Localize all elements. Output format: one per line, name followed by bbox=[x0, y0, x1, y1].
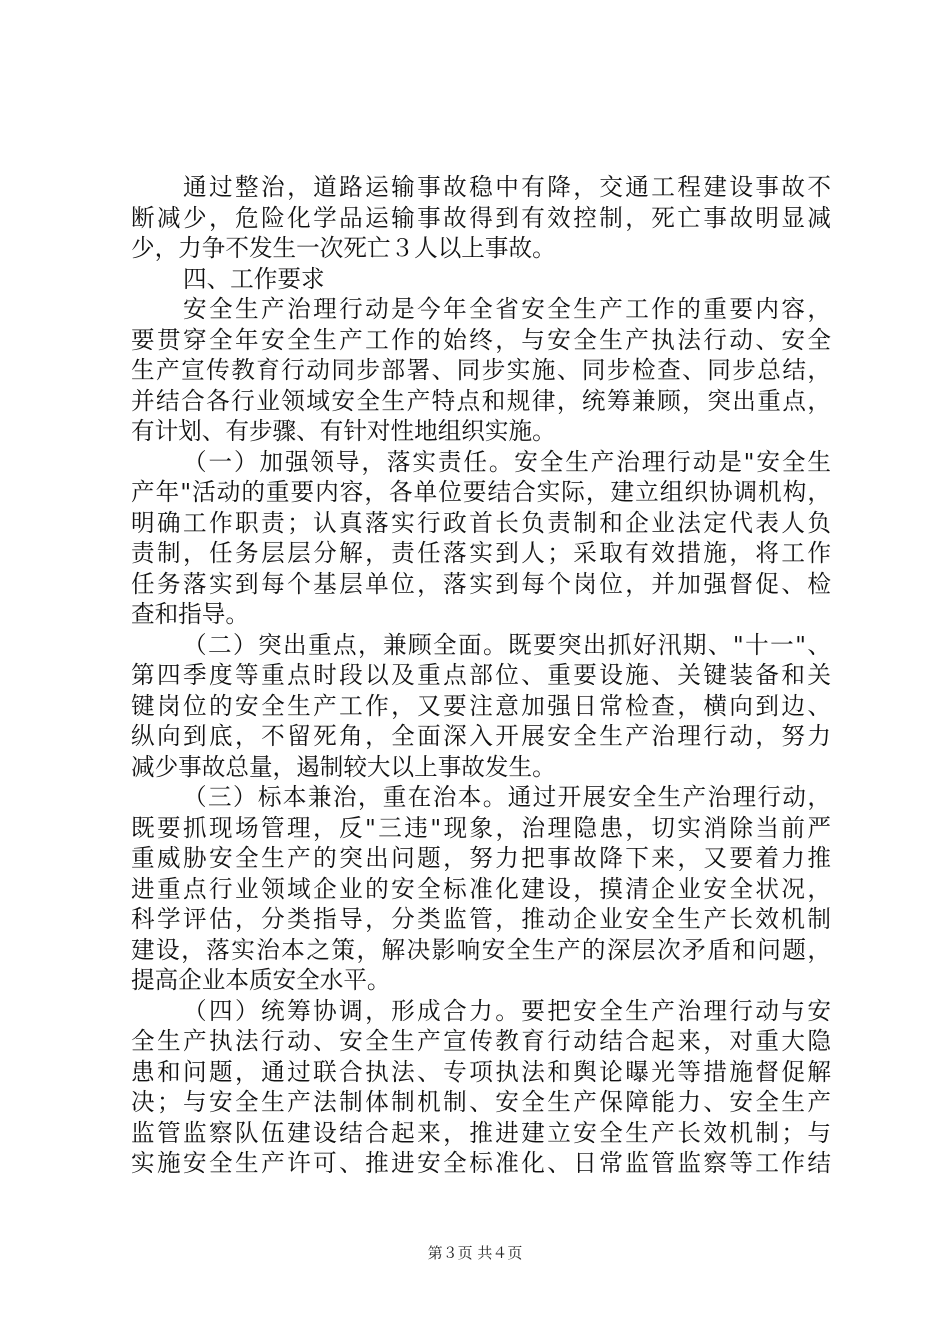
text-line: 重威胁安全生产的突出问题，努力把事故降下来，又要着力推 bbox=[131, 844, 831, 872]
text-line: （四）统筹协调，形成合力。要把安全生产治理行动与安 bbox=[183, 996, 831, 1025]
section-heading: 四、工作要求 bbox=[183, 264, 325, 293]
text-line: 第四季度等重点时段以及重点部位、重要设施、关键装备和关 bbox=[131, 661, 831, 689]
text-line: 进重点行业领域企业的安全标准化建设，摸清企业安全状况， bbox=[131, 874, 831, 903]
text-line: 患和问题，通过联合执法、专项执法和舆论曝光等措施督促解 bbox=[131, 1057, 831, 1086]
text-line: 明确工作职责；认真落实行政首长负责制和企业法定代表人负 bbox=[131, 508, 831, 537]
text-line: （一）加强领导，落实责任。安全生产治理行动是"安全生 bbox=[183, 447, 831, 476]
text-line: 并结合各行业领域安全生产特点和规律，统筹兼顾，突出重点， bbox=[131, 386, 831, 415]
text-line: 断减少，危险化学品运输事故得到有效控制，死亡事故明显减 bbox=[131, 203, 831, 232]
text-line: 通过整治，道路运输事故稳中有降，交通工程建设事故不 bbox=[183, 173, 831, 201]
text-line: 减少事故总量，遏制较大以上事故发生。 bbox=[131, 752, 556, 781]
document-body bbox=[131, 172, 831, 1179]
text-line: 决；与安全生产法制体制机制、安全生产保障能力、安全生产 bbox=[131, 1088, 831, 1116]
text-line: 有计划、有步骤、有针对性地组织实施。 bbox=[131, 417, 556, 445]
text-line: 键岗位的安全生产工作，又要注意加强日常检查，横向到边、 bbox=[131, 691, 831, 720]
text-line: 实施安全生产许可、推进安全标准化、日常监管监察等工作结 bbox=[131, 1149, 831, 1177]
text-line: （二）突出重点，兼顾全面。既要突出抓好汛期、"十一"、 bbox=[183, 630, 831, 659]
text-line: 责制，任务层层分解，责任落实到人；采取有效措施，将工作 bbox=[131, 539, 831, 567]
page-number: 第３页 共４页 bbox=[427, 1244, 523, 1262]
text-line: 提高企业本质安全水平。 bbox=[131, 966, 391, 994]
text-line: 任务落实到每个基层单位，落实到每个岗位，并加强督促、检 bbox=[131, 569, 831, 598]
text-line: 既要抓现场管理，反"三违"现象，治理隐患，切实消除当前严 bbox=[131, 813, 831, 842]
text-line: 纵向到底，不留死角，全面深入开展安全生产治理行动，努力 bbox=[131, 722, 831, 750]
text-line: 监管监察队伍建设结合起来，推进建立安全生产长效机制；与 bbox=[131, 1118, 831, 1147]
text-line: 安全生产治理行动是今年全省安全生产工作的重要内容， bbox=[183, 295, 831, 323]
text-line: 产年"活动的重要内容，各单位要结合实际，建立组织协调机构， bbox=[131, 478, 831, 506]
text-line: 生产宣传教育行动同步部署、同步实施、同步检查、同步总结， bbox=[131, 356, 831, 384]
text-line: 建设，落实治本之策，解决影响安全生产的深层次矛盾和问题， bbox=[131, 935, 831, 964]
text-line: （三）标本兼治，重在治本。通过开展安全生产治理行动， bbox=[183, 783, 831, 811]
text-line: 科学评估，分类指导，分类监管，推动企业安全生产长效机制 bbox=[131, 905, 831, 933]
text-line: 要贯穿全年安全生产工作的始终，与安全生产执法行动、安全 bbox=[131, 325, 831, 354]
text-line: 全生产执法行动、安全生产宣传教育行动结合起来，对重大隐 bbox=[131, 1027, 831, 1055]
text-line: 少，力争不发生一次死亡３人以上事故。 bbox=[131, 234, 556, 262]
text-line: 查和指导。 bbox=[131, 600, 249, 628]
